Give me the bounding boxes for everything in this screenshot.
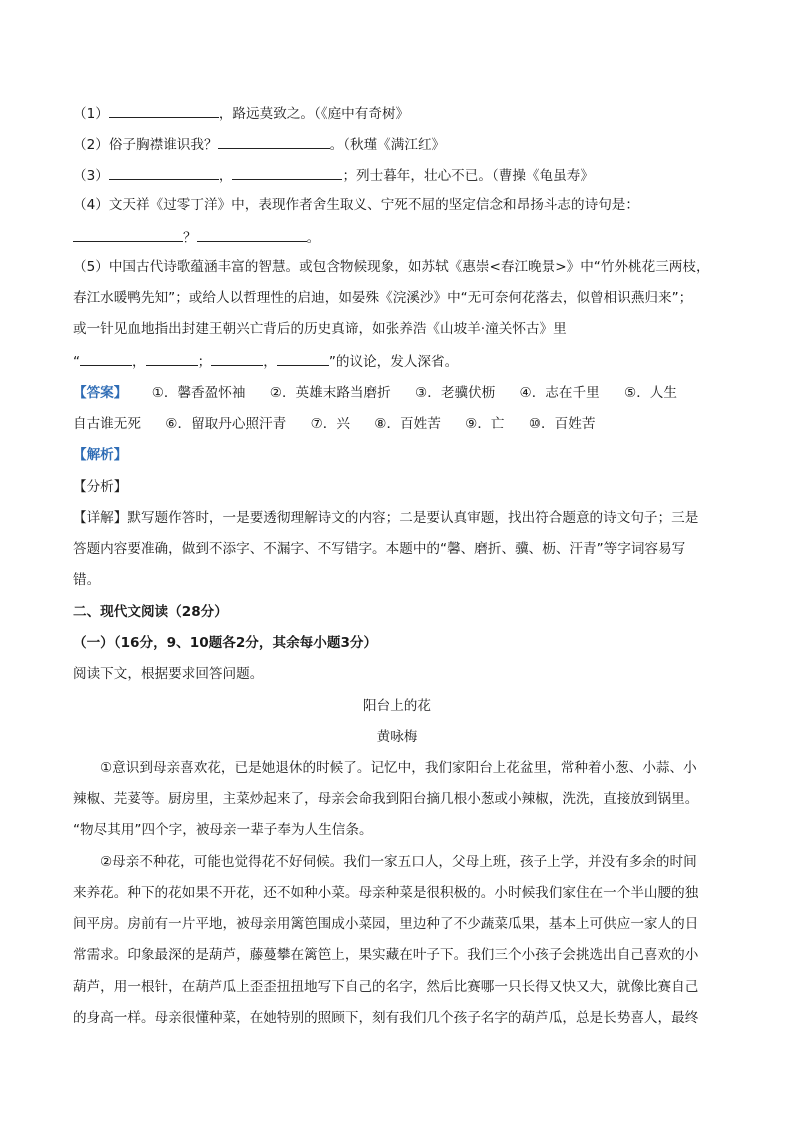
question-5-line-1: （5）中国古代诗歌蕴涵丰富的智慧。或包含物候现象，如苏轼《惠崇<春江晚景>》中“竹外桃花三两枝，	[73, 259, 710, 275]
blank	[80, 350, 132, 366]
question-2	[73, 133, 723, 155]
answer-item: ⑧．百姓苦	[374, 416, 441, 432]
blank	[109, 164, 219, 180]
question-text: 。（秋瑾《满江红》	[329, 137, 446, 153]
detail-line-1: 【详解】默写题作答时，一是要透彻理解诗文的内容；二是要认真审题，找出符合题意的诗文句子；三是	[73, 510, 699, 526]
answer-item: ③．老骥伏枥	[415, 385, 496, 401]
question-number: （2）	[73, 137, 109, 153]
blank	[232, 164, 342, 180]
punctuation: ，	[263, 354, 277, 370]
punctuation: ；	[197, 354, 212, 370]
paragraph-line: ①意识到母亲喜欢花，已是她退休的时候了。记忆中，我们家阳台上花盆里，常种着小葱、小蒜、小	[100, 760, 697, 776]
detail-line-2: 答题内容要准确，做到不添字、不漏字、不写错字。本题中的“馨、磨折、骥、枥、汗青”等字词容易写	[73, 541, 686, 557]
paragraph-line: 的身高一样。母亲很懂种菜，在她特别的照顾下，刻有我们几个孩子名字的葫芦瓜，总是长势喜人，最终	[73, 1010, 699, 1026]
blank	[146, 350, 198, 366]
part-heading: （一）（16分，9、10题各2分，其余每小题3分）	[73, 635, 378, 651]
question-5-blanks	[73, 350, 723, 372]
question-5-line-2: 春江水暖鸭先知”；或给人以哲理性的启迪，如晏殊《浣溪沙》中“无可奈何花落去，似曾相识燕归来”；	[73, 290, 693, 306]
punctuation: ？	[183, 230, 197, 246]
paragraph-line: 来养花。种下的花如果不开花，还不如种小菜。母亲种菜是很积极的。小时候我们家住在一个半山腰的独	[73, 885, 699, 901]
blank	[197, 226, 307, 242]
question-text: ”的议论，发人深省。	[328, 354, 459, 370]
instruction-text: 阅读下文，根据要求回答问题。	[73, 666, 264, 682]
answer-item: ⑤．人生	[624, 385, 677, 401]
blank	[277, 350, 329, 366]
punctuation: ，	[218, 168, 233, 184]
question-text: ；列士暮年，壮心不已。（曹操《龟虽寿》	[342, 168, 594, 184]
paragraph-line: 间平房。房前有一片平地，被母亲用篱笆围成小菜园，里边种了不少蔬菜瓜果，基本上可供应一家人的日	[73, 916, 699, 932]
question-4-blanks	[73, 226, 723, 248]
paragraph-line: 常需求。印象最深的是葫芦，藤蔓攀在篱笆上，果实藏在叶子下。我们三个小孩子会挑选出自己喜欢的小	[73, 947, 699, 963]
question-text: 俗子胸襟谁识我？	[108, 137, 218, 153]
paragraph-line: 辣椒、芫荽等。厨房里，主菜炒起来了，母亲会命我到阳台摘几根小葱或小辣椒，洗洗，直接放到锅里。	[73, 791, 699, 807]
question-3	[73, 164, 723, 186]
punctuation: 。	[306, 230, 321, 246]
answer-item: ⑦．兴	[310, 416, 350, 432]
analysis-tag: 【解析】	[73, 447, 128, 463]
question-text: ，路远莫致之。（《庭中有奇树》	[218, 106, 410, 122]
paragraph-line: “物尽其用”四个字，被母亲一辈子奉为人生信条。	[73, 822, 373, 838]
blank	[73, 226, 183, 242]
answer-line-2	[73, 414, 723, 434]
answer-item: 自古谁无死	[73, 416, 141, 432]
answer-line-1	[73, 383, 723, 403]
blank	[218, 133, 330, 149]
detail-line-3: 错。	[73, 572, 101, 588]
question-number: （1）	[73, 106, 109, 122]
paragraph-line: ②母亲不种花，可能也觉得花不好伺候。我们一家五口人，父母上班，孩子上学，并没有多余的时间	[100, 854, 697, 870]
answer-tag: 【答案】	[73, 385, 128, 401]
blank	[211, 350, 263, 366]
article-title: 阳台上的花	[363, 698, 431, 714]
punctuation: “	[73, 354, 81, 370]
blank	[109, 102, 219, 118]
answer-item: ⑩．百姓苦	[528, 416, 596, 432]
answer-item: ②．英雄末路当磨折	[269, 385, 391, 401]
section-heading: 二、现代文阅读（28分）	[73, 604, 228, 620]
analysis-heading: 【分析】	[73, 479, 128, 495]
question-5-line-3: 或一针见血地指出封建王朝兴亡背后的历史真谛，如张养浩《山坡羊·潼关怀古》里	[73, 321, 567, 337]
answer-item: ⑨．亡	[465, 416, 505, 432]
paragraph-line: 葫芦，用一根针，在葫芦瓜上歪歪扭扭地写下自己的名字，然后比赛哪一只长得又快又大，就像比赛自己	[73, 979, 699, 995]
answer-item: ①．馨香盈怀袖	[151, 385, 246, 401]
question-4: （4）文天祥《过零丁洋》中，表现作者舍生取义、宁死不屈的坚定信念和昂扬斗志的诗句是：	[73, 197, 639, 213]
article-author: 黄咏梅	[376, 729, 418, 745]
answer-item: ④．志在千里	[519, 385, 600, 401]
question-number: （3）	[73, 168, 109, 184]
punctuation: ，	[132, 354, 146, 370]
answer-item: ⑥．留取丹心照汗青	[165, 416, 287, 432]
question-1	[73, 102, 723, 124]
